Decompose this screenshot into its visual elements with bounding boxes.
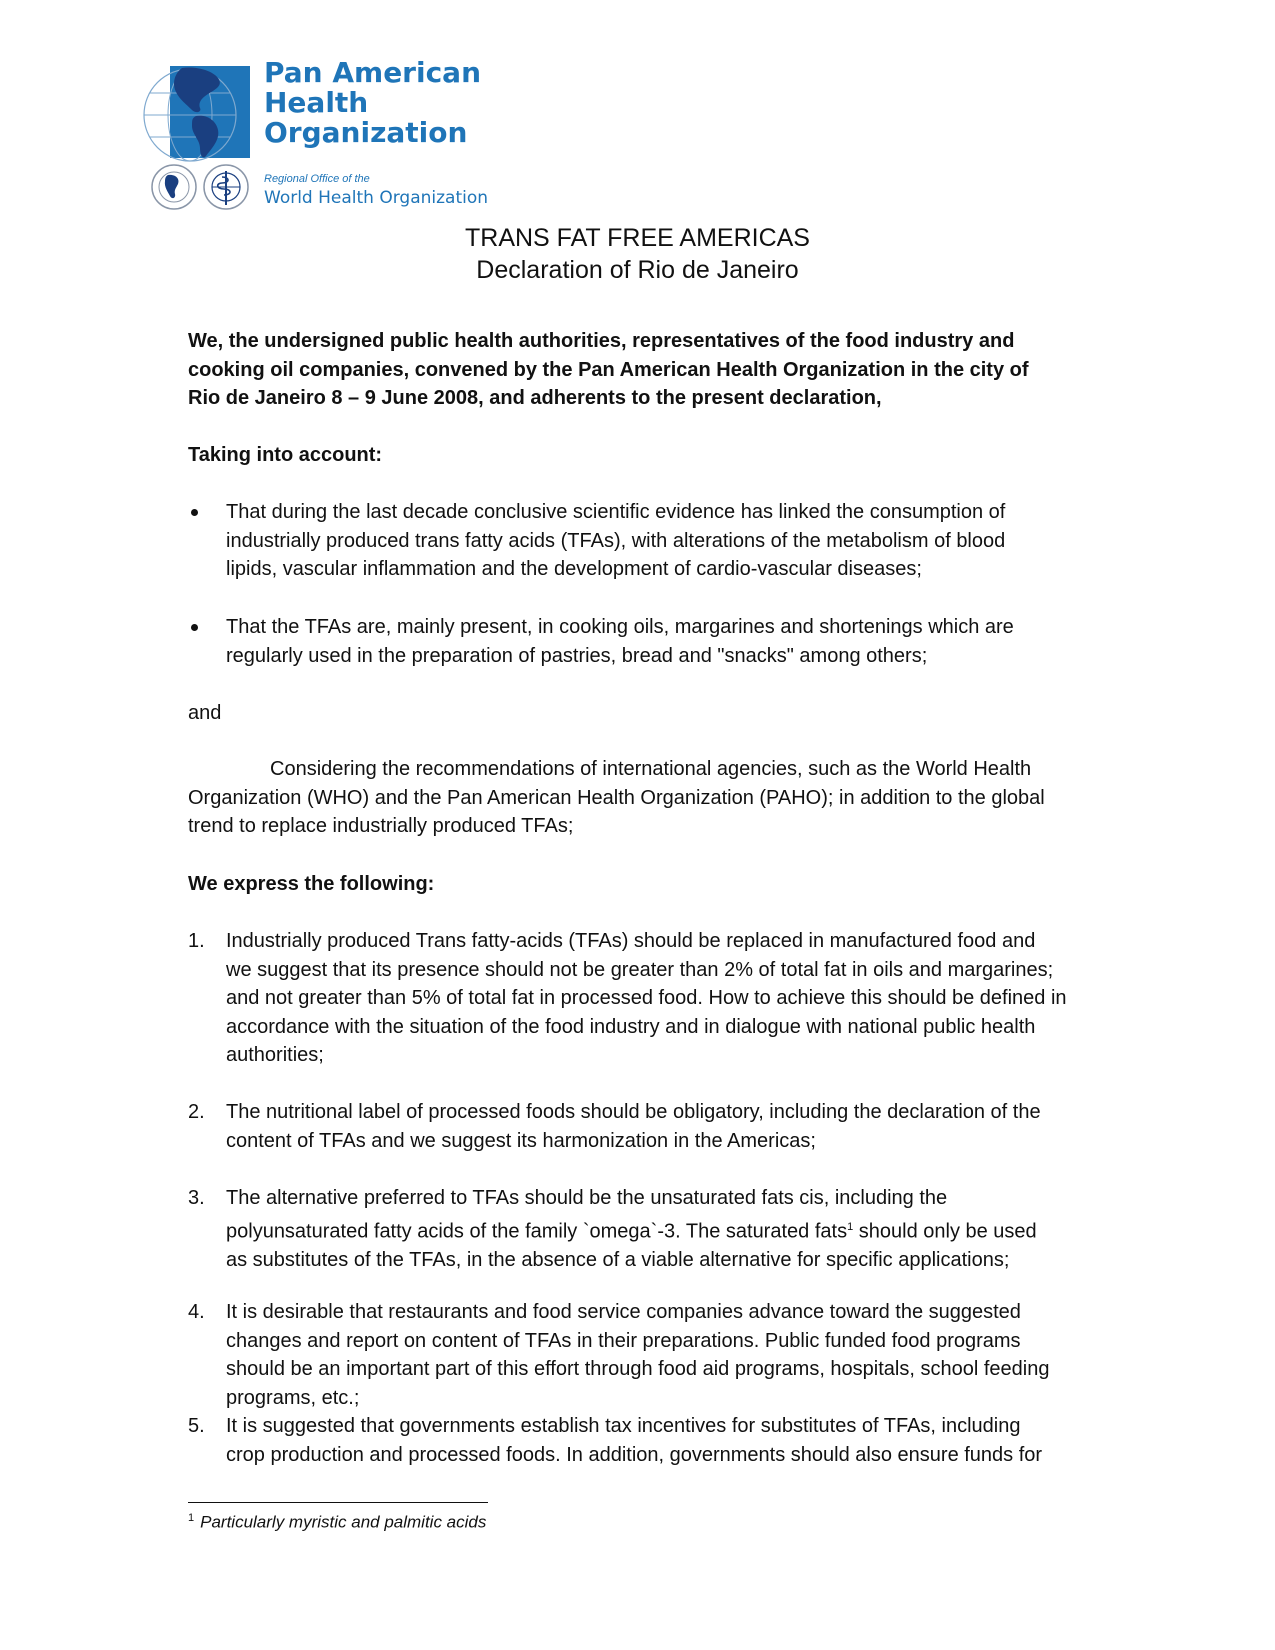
numbered-item <box>188 1098 1088 1155</box>
item-text <box>226 1098 1088 1155</box>
footnote-mark: 1 <box>188 1512 195 1524</box>
bullet-dot <box>191 624 198 631</box>
item-4-line-2: changes and report on content of TFAs in their preparations. Public funded food programs <box>226 1329 1021 1352</box>
item-3-line-2-continued: should only be used <box>853 1220 1037 1243</box>
numbered-item <box>188 1412 1088 1469</box>
item-number: 5. <box>188 1415 205 1437</box>
title-line-1: TRANS FAT FREE AMERICAS <box>465 224 810 252</box>
we-express-heading: We express the following: <box>188 873 435 895</box>
item-3-line-2-text: polyunsaturated fatty acids of the family `omega`-3. The saturated fats <box>226 1220 848 1243</box>
item-5-line-1: It is suggested that governments establish tax incentives for substitutes of TFAs, including <box>226 1415 1021 1437</box>
item-5-line-2: crop production and processed foods. In addition, governments should also ensure funds for <box>226 1443 1043 1466</box>
item-1-line-5: authorities; <box>226 1044 324 1066</box>
item-3-line-3: as substitutes of the TFAs, in the absence of a viable alternative for specific applications; <box>226 1248 1010 1271</box>
footnote <box>188 1512 486 1533</box>
document-title <box>0 222 1275 286</box>
org-name-line-2: Health <box>264 86 369 119</box>
americas-globe-icon <box>140 60 255 165</box>
considering-paragraph <box>188 755 1088 841</box>
bullet-dot <box>191 509 198 516</box>
org-name-line-1: Pan American <box>264 56 482 89</box>
item-1-line-3: and not greater than 5% of total fat in processed food. How to achieve this should be defined in <box>226 987 1067 1009</box>
title-line-2: Declaration of Rio de Janeiro <box>476 256 799 284</box>
item-text <box>226 1184 1088 1274</box>
numbered-item <box>188 1298 1088 1412</box>
bullet-2-line-2: regularly used in the preparation of pastries, bread and "snacks" among others; <box>226 644 928 667</box>
footnote-text: Particularly myristic and palmitic acids <box>200 1512 487 1532</box>
regional-office-label: Regional Office of the <box>264 173 370 185</box>
intro-paragraph <box>188 327 1029 413</box>
item-number: 3. <box>188 1187 205 1209</box>
numbered-item <box>188 1184 1088 1274</box>
bullet-1-line-3: lipids, vascular inflammation and the development of cardio-vascular diseases; <box>226 558 922 580</box>
considering-line-3: trend to replace industrially produced TFAs; <box>188 815 574 837</box>
item-2-line-2: content of TFAs and we suggest its harmonization in the Americas; <box>226 1129 816 1152</box>
bullet-2-line-1: That the TFAs are, mainly present, in cooking oils, margarines and shortenings which are <box>226 616 1014 638</box>
bullet-1-line-2: industrially produced trans fatty acids (TFAs), with alterations of the metabolism of blood <box>226 529 1006 552</box>
considering-line-2: Organization (WHO) and the Pan American Health Organization (PAHO); in addition to the global <box>188 786 1045 809</box>
bullet-text <box>226 613 1088 670</box>
bullet-1-line-1: That during the last decade conclusive scientific evidence has linked the consumption of <box>226 501 1006 523</box>
item-3-line-2 <box>226 1213 1088 1246</box>
paho-logo <box>140 55 520 215</box>
item-text <box>226 1298 1088 1412</box>
paho-seal-icon <box>150 163 198 211</box>
organization-name <box>264 58 481 148</box>
item-4-line-1: It is desirable that restaurants and food service companies advance toward the suggested <box>226 1301 1021 1323</box>
item-number: 4. <box>188 1301 205 1323</box>
who-name-label: World Health Organization <box>264 188 489 208</box>
item-4-line-3: should be an important part of this effort through food aid programs, hospitals, school feeding <box>226 1358 1050 1380</box>
item-1-line-2: we suggest that its presence should not be greater than 2% of total fat in oils and margarines; <box>226 958 1054 981</box>
intro-line-3: Rio de Janeiro 8 – 9 June 2008, and adherents to the present declaration, <box>188 387 882 409</box>
item-text <box>226 1412 1088 1469</box>
intro-line-1: We, the undersigned public health authorities, representatives of the food industry and <box>188 330 1015 352</box>
and-word: and <box>188 702 222 724</box>
item-1-line-4: accordance with the situation of the food industry and in dialogue with national public health <box>226 1015 1036 1038</box>
considering-line-1: Considering the recommendations of international agencies, such as the World Health <box>270 758 1032 780</box>
taking-into-account-heading: Taking into account: <box>188 444 383 466</box>
item-2-line-1: The nutritional label of processed foods should be obligatory, including the declaration of the <box>226 1101 1041 1123</box>
item-text <box>226 927 1088 1070</box>
footnote-divider <box>188 1502 488 1503</box>
item-number: 1. <box>188 930 205 952</box>
item-4-line-4: programs, etc.; <box>226 1386 360 1409</box>
org-name-line-3: Organization <box>264 116 468 149</box>
item-3-line-1: The alternative preferred to TFAs should be the unsaturated fats cis, including the <box>226 1187 948 1209</box>
item-number: 2. <box>188 1101 205 1123</box>
bullet-item <box>188 498 1088 584</box>
who-emblem-icon <box>202 163 250 211</box>
bullet-item <box>188 613 1088 670</box>
footnote-reference: 1 <box>847 1220 854 1233</box>
item-1-line-1: Industrially produced Trans fatty-acids (TFAs) should be replaced in manufactured food and <box>226 930 1036 952</box>
numbered-item <box>188 927 1088 1070</box>
intro-line-2: cooking oil companies, convened by the Pan American Health Organization in the city of <box>188 358 1029 381</box>
bullet-text <box>226 498 1088 584</box>
